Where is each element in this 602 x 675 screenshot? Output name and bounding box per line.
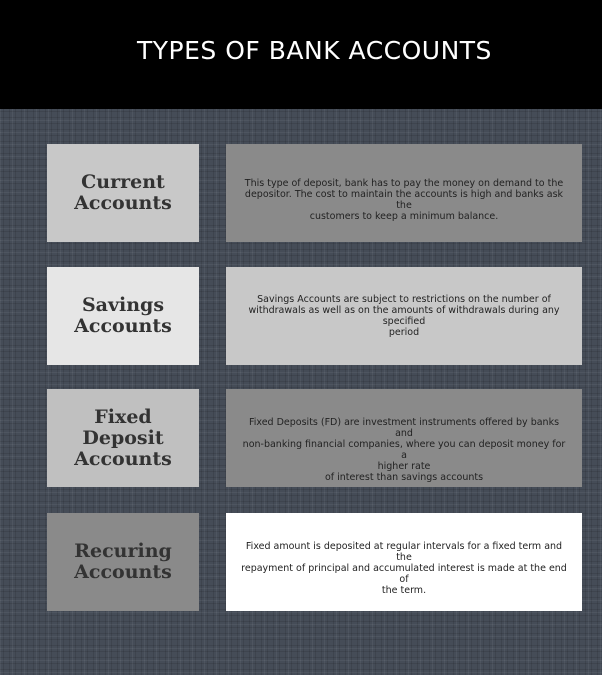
account-name-box xyxy=(47,144,199,242)
account-name-current: Current Accounts xyxy=(74,171,172,214)
page-title: TYPES OF BANK ACCOUNTS xyxy=(137,36,492,65)
account-name-box xyxy=(47,267,199,365)
account-description-box xyxy=(226,267,582,365)
account-row-current xyxy=(0,144,602,242)
account-row-recurring xyxy=(0,513,602,611)
account-name-savings: Savings Accounts xyxy=(74,294,172,337)
account-description-current: This type of deposit, bank has to pay the money on demand to the depositor. The cost to maintain the accounts is high and banks ask the customers to keep a minimum balance. xyxy=(244,178,564,222)
account-description-fixed-deposit: Fixed Deposits (FD) are investment instruments offered by banks and non-banking financial companies, where you can deposit money for a higher rate of interest than savings accounts xyxy=(242,417,566,483)
account-name-recurring: Recuring Accounts xyxy=(74,540,172,583)
account-description-box xyxy=(226,389,582,487)
account-row-savings xyxy=(0,267,602,365)
account-name-box xyxy=(47,513,199,611)
account-description-savings: Savings Accounts are subject to restrictions on the number of withdrawals as well as on the amounts of withdrawals during any specified period xyxy=(248,294,560,338)
account-description-box xyxy=(226,144,582,242)
account-description-recurring: Fixed amount is deposited at regular intervals for a fixed term and the repayment of principal and accumulated interest is made at the end of the term. xyxy=(241,541,567,596)
account-description-box xyxy=(226,513,582,611)
account-name-fixed-deposit: Fixed Deposit Accounts xyxy=(74,405,172,470)
account-name-box xyxy=(47,389,199,487)
account-row-fixed-deposit xyxy=(0,389,602,487)
header-bar xyxy=(0,0,602,109)
